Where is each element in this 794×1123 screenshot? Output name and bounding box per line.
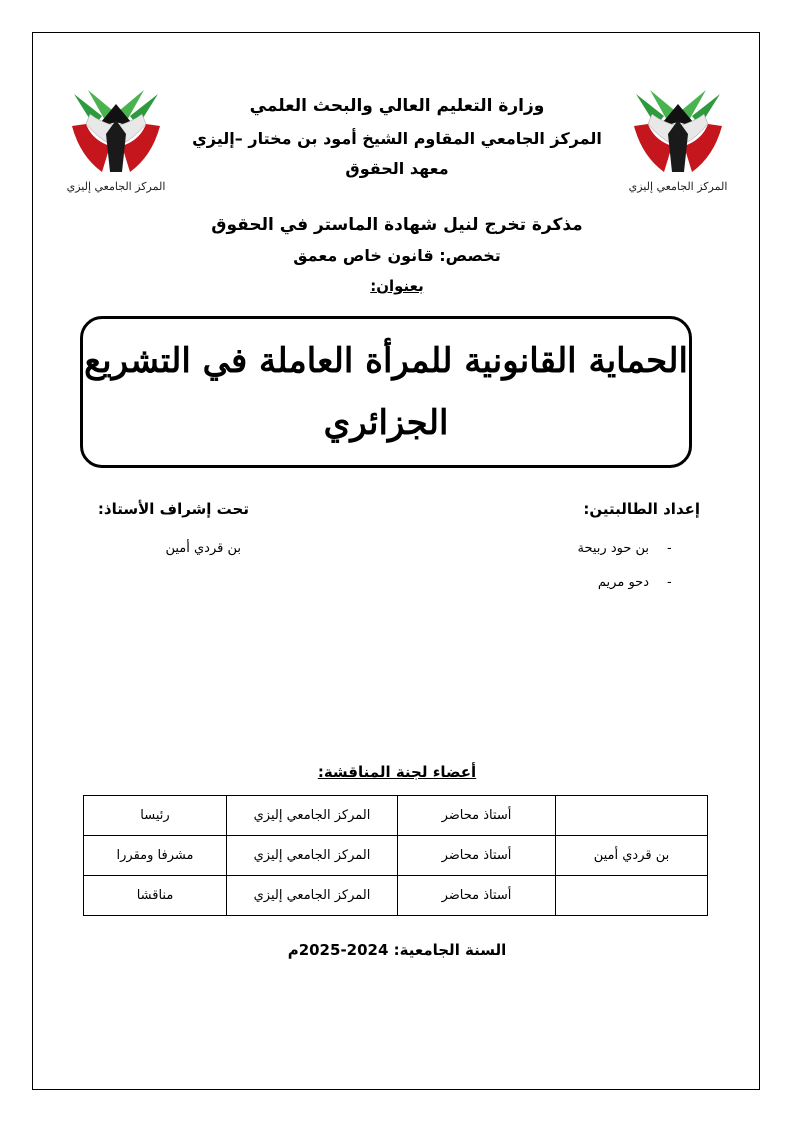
memo-description: مذكرة تخرج لنيل شهادة الماستر في الحقوق [211,215,583,235]
member-role: مشرفا ومقررا [84,836,227,876]
student-name: بن حود ربيحة [577,541,649,556]
list-bullet: - [667,541,672,556]
supervisor-name: بن قردي أمين [165,541,241,556]
member-institution: المركز الجامعي إليزي [227,876,398,916]
committee-table [83,795,708,916]
member-name [556,796,708,836]
member-name: بن قردي أمين [556,836,708,876]
specialty: تخصص: قانون خاص معمق [293,246,501,265]
student-name: دحو مريم [597,575,649,590]
thesis-title-line-2: الجزائري [323,403,449,443]
member-rank: أستاذ محاضر [398,796,556,836]
table-row [84,796,708,836]
committee-heading: أعضاء لجنة المناقشة: [317,763,477,781]
svg-text:المركز الجامعي إليزي: المركز الجامعي إليزي [628,180,728,193]
institute-name: معهد الحقوق [345,159,449,178]
academic-year: السنة الجامعية: 2024-2025م [287,941,507,959]
member-institution: المركز الجامعي إليزي [227,796,398,836]
titled-label: بعنوان: [370,277,424,295]
member-role: مناقشا [84,876,227,916]
member-rank: أستاذ محاضر [398,876,556,916]
table-row [84,836,708,876]
thesis-title-line-1: الحماية القانونية للمرأة العاملة في التشريع [84,341,688,381]
member-rank: أستاذ محاضر [398,836,556,876]
ministry-name: وزارة التعليم العالي والبحث العلمي [249,96,545,116]
supervised-by-label: تحت إشراف الأستاذ: [97,500,249,518]
thesis-title-box [80,316,692,468]
prepared-by-label: إعداد الطالبتين: [583,500,700,518]
member-institution: المركز الجامعي إليزي [227,836,398,876]
university-center-name: المركز الجامعي المقاوم الشيخ أمود بن مختار –إليزي [192,129,602,148]
member-role: رئيسا [84,796,227,836]
table-row [84,876,708,916]
svg-text:المركز الجامعي إليزي: المركز الجامعي إليزي [66,180,166,193]
list-bullet: - [667,575,672,590]
member-name [556,876,708,916]
